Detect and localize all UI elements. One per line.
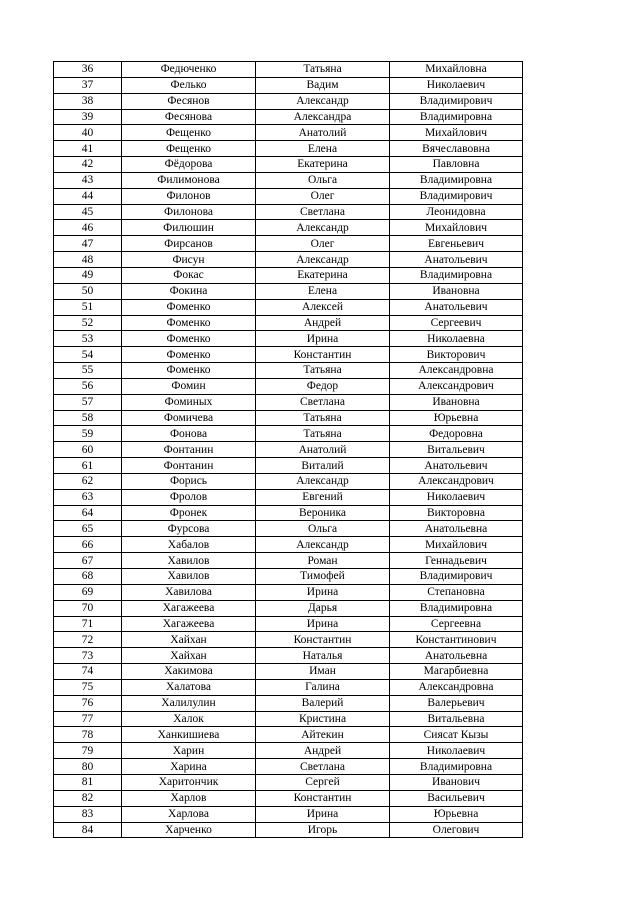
row-number-cell: 78 xyxy=(54,727,122,743)
row-number-cell: 64 xyxy=(54,505,122,521)
last-name-cell: Фоменко xyxy=(122,315,256,331)
last-name-cell: Фронек xyxy=(122,505,256,521)
patronymic-cell: Ивановна xyxy=(390,283,523,299)
patronymic-cell: Михайлович xyxy=(390,220,523,236)
first-name-cell: Ирина xyxy=(256,806,390,822)
row-number-cell: 52 xyxy=(54,315,122,331)
first-name-cell: Сергей xyxy=(256,774,390,790)
table-row xyxy=(54,790,523,806)
last-name-cell: Фисун xyxy=(122,252,256,268)
patronymic-cell: Васильевич xyxy=(390,790,523,806)
first-name-cell: Ирина xyxy=(256,584,390,600)
first-name-cell: Татьяна xyxy=(256,410,390,426)
table-row xyxy=(54,774,523,790)
patronymic-cell: Магарбиевна xyxy=(390,664,523,680)
last-name-cell: Харитончик xyxy=(122,774,256,790)
last-name-cell: Фомичева xyxy=(122,410,256,426)
row-number-cell: 56 xyxy=(54,378,122,394)
last-name-cell: Фонтанин xyxy=(122,442,256,458)
table-row xyxy=(54,188,523,204)
first-name-cell: Светлана xyxy=(256,204,390,220)
first-name-cell: Константин xyxy=(256,632,390,648)
table-row xyxy=(54,109,523,125)
patronymic-cell: Степановна xyxy=(390,584,523,600)
table-row xyxy=(54,363,523,379)
first-name-cell: Ирина xyxy=(256,616,390,632)
patronymic-cell: Александрович xyxy=(390,378,523,394)
table-row xyxy=(54,93,523,109)
patronymic-cell: Леонидовна xyxy=(390,204,523,220)
first-name-cell: Александр xyxy=(256,473,390,489)
patronymic-cell: Геннадьевич xyxy=(390,553,523,569)
last-name-cell: Фоминых xyxy=(122,394,256,410)
patronymic-cell: Владимировна xyxy=(390,759,523,775)
patronymic-cell: Михайлович xyxy=(390,537,523,553)
first-name-cell: Анатолий xyxy=(256,442,390,458)
last-name-cell: Харина xyxy=(122,759,256,775)
patronymic-cell: Александрович xyxy=(390,473,523,489)
last-name-cell: Хагажеева xyxy=(122,616,256,632)
row-number-cell: 67 xyxy=(54,553,122,569)
patronymic-cell: Викторовна xyxy=(390,505,523,521)
patronymic-cell: Владимировна xyxy=(390,109,523,125)
patronymic-cell: Витальевна xyxy=(390,711,523,727)
first-name-cell: Александр xyxy=(256,93,390,109)
patronymic-cell: Николаевич xyxy=(390,77,523,93)
last-name-cell: Харлов xyxy=(122,790,256,806)
first-name-cell: Екатерина xyxy=(256,157,390,173)
row-number-cell: 59 xyxy=(54,426,122,442)
table-row xyxy=(54,711,523,727)
table-row xyxy=(54,679,523,695)
table-row xyxy=(54,664,523,680)
last-name-cell: Хайхан xyxy=(122,648,256,664)
table-row xyxy=(54,394,523,410)
table-row xyxy=(54,442,523,458)
names-table-body xyxy=(54,62,523,838)
first-name-cell: Екатерина xyxy=(256,267,390,283)
patronymic-cell: Юрьевна xyxy=(390,806,523,822)
patronymic-cell: Павловна xyxy=(390,157,523,173)
first-name-cell: Ольга xyxy=(256,172,390,188)
table-row xyxy=(54,584,523,600)
first-name-cell: Роман xyxy=(256,553,390,569)
first-name-cell: Олег xyxy=(256,236,390,252)
table-row xyxy=(54,806,523,822)
last-name-cell: Филонова xyxy=(122,204,256,220)
row-number-cell: 84 xyxy=(54,822,122,838)
last-name-cell: Фоменко xyxy=(122,331,256,347)
patronymic-cell: Вячеславовна xyxy=(390,141,523,157)
table-row xyxy=(54,283,523,299)
last-name-cell: Хавилов xyxy=(122,569,256,585)
patronymic-cell: Ивановна xyxy=(390,394,523,410)
patronymic-cell: Владимирович xyxy=(390,93,523,109)
table-row xyxy=(54,489,523,505)
last-name-cell: Халилулин xyxy=(122,695,256,711)
table-row xyxy=(54,315,523,331)
last-name-cell: Харин xyxy=(122,743,256,759)
row-number-cell: 37 xyxy=(54,77,122,93)
first-name-cell: Игорь xyxy=(256,822,390,838)
row-number-cell: 60 xyxy=(54,442,122,458)
last-name-cell: Фокина xyxy=(122,283,256,299)
patronymic-cell: Анатольевич xyxy=(390,299,523,315)
patronymic-cell: Владимировна xyxy=(390,172,523,188)
row-number-cell: 70 xyxy=(54,600,122,616)
row-number-cell: 61 xyxy=(54,458,122,474)
row-number-cell: 62 xyxy=(54,473,122,489)
last-name-cell: Филонов xyxy=(122,188,256,204)
patronymic-cell: Михайловна xyxy=(390,62,523,78)
row-number-cell: 48 xyxy=(54,252,122,268)
first-name-cell: Татьяна xyxy=(256,426,390,442)
patronymic-cell: Владимирович xyxy=(390,569,523,585)
row-number-cell: 77 xyxy=(54,711,122,727)
row-number-cell: 55 xyxy=(54,363,122,379)
first-name-cell: Олег xyxy=(256,188,390,204)
last-name-cell: Фесянов xyxy=(122,93,256,109)
last-name-cell: Фурсова xyxy=(122,521,256,537)
first-name-cell: Александра xyxy=(256,109,390,125)
row-number-cell: 57 xyxy=(54,394,122,410)
patronymic-cell: Анатольевна xyxy=(390,521,523,537)
last-name-cell: Федюченко xyxy=(122,62,256,78)
last-name-cell: Фонова xyxy=(122,426,256,442)
table-row xyxy=(54,553,523,569)
last-name-cell: Фелько xyxy=(122,77,256,93)
row-number-cell: 45 xyxy=(54,204,122,220)
row-number-cell: 58 xyxy=(54,410,122,426)
last-name-cell: Фонтанин xyxy=(122,458,256,474)
patronymic-cell: Анатольевич xyxy=(390,458,523,474)
table-row xyxy=(54,299,523,315)
patronymic-cell: Валерьевич xyxy=(390,695,523,711)
last-name-cell: Хавилов xyxy=(122,553,256,569)
first-name-cell: Ирина xyxy=(256,331,390,347)
table-row xyxy=(54,267,523,283)
row-number-cell: 63 xyxy=(54,489,122,505)
last-name-cell: Хагажеева xyxy=(122,600,256,616)
table-row xyxy=(54,569,523,585)
row-number-cell: 79 xyxy=(54,743,122,759)
first-name-cell: Дарья xyxy=(256,600,390,616)
table-row xyxy=(54,473,523,489)
row-number-cell: 53 xyxy=(54,331,122,347)
first-name-cell: Андрей xyxy=(256,743,390,759)
last-name-cell: Форись xyxy=(122,473,256,489)
last-name-cell: Хавилова xyxy=(122,584,256,600)
first-name-cell: Светлана xyxy=(256,394,390,410)
first-name-cell: Виталий xyxy=(256,458,390,474)
first-name-cell: Тимофей xyxy=(256,569,390,585)
first-name-cell: Евгений xyxy=(256,489,390,505)
patronymic-cell: Владимировна xyxy=(390,600,523,616)
table-row xyxy=(54,458,523,474)
patronymic-cell: Анатольевна xyxy=(390,648,523,664)
table-row xyxy=(54,426,523,442)
last-name-cell: Харлова xyxy=(122,806,256,822)
last-name-cell: Фесянова xyxy=(122,109,256,125)
table-row xyxy=(54,62,523,78)
table-row xyxy=(54,77,523,93)
patronymic-cell: Олегович xyxy=(390,822,523,838)
last-name-cell: Халок xyxy=(122,711,256,727)
table-row xyxy=(54,378,523,394)
last-name-cell: Фокас xyxy=(122,267,256,283)
first-name-cell: Елена xyxy=(256,141,390,157)
last-name-cell: Фёдорова xyxy=(122,157,256,173)
last-name-cell: Филимонова xyxy=(122,172,256,188)
table-row xyxy=(54,331,523,347)
last-name-cell: Фоменко xyxy=(122,299,256,315)
first-name-cell: Александр xyxy=(256,220,390,236)
row-number-cell: 69 xyxy=(54,584,122,600)
row-number-cell: 81 xyxy=(54,774,122,790)
table-row xyxy=(54,141,523,157)
row-number-cell: 42 xyxy=(54,157,122,173)
table-row xyxy=(54,204,523,220)
row-number-cell: 72 xyxy=(54,632,122,648)
row-number-cell: 74 xyxy=(54,664,122,680)
row-number-cell: 38 xyxy=(54,93,122,109)
table-row xyxy=(54,695,523,711)
row-number-cell: 43 xyxy=(54,172,122,188)
row-number-cell: 41 xyxy=(54,141,122,157)
last-name-cell: Хакимова xyxy=(122,664,256,680)
row-number-cell: 39 xyxy=(54,109,122,125)
table-row xyxy=(54,157,523,173)
last-name-cell: Харченко xyxy=(122,822,256,838)
row-number-cell: 80 xyxy=(54,759,122,775)
first-name-cell: Вадим xyxy=(256,77,390,93)
table-row xyxy=(54,521,523,537)
first-name-cell: Александр xyxy=(256,537,390,553)
patronymic-cell: Николаевич xyxy=(390,743,523,759)
row-number-cell: 44 xyxy=(54,188,122,204)
row-number-cell: 51 xyxy=(54,299,122,315)
first-name-cell: Константин xyxy=(256,347,390,363)
first-name-cell: Вероника xyxy=(256,505,390,521)
first-name-cell: Федор xyxy=(256,378,390,394)
first-name-cell: Светлана xyxy=(256,759,390,775)
first-name-cell: Наталья xyxy=(256,648,390,664)
names-table xyxy=(53,61,523,838)
row-number-cell: 73 xyxy=(54,648,122,664)
first-name-cell: Галина xyxy=(256,679,390,695)
row-number-cell: 36 xyxy=(54,62,122,78)
row-number-cell: 68 xyxy=(54,569,122,585)
row-number-cell: 83 xyxy=(54,806,122,822)
table-row xyxy=(54,252,523,268)
table-row xyxy=(54,537,523,553)
table-row xyxy=(54,125,523,141)
first-name-cell: Александр xyxy=(256,252,390,268)
patronymic-cell: Александровна xyxy=(390,679,523,695)
last-name-cell: Фролов xyxy=(122,489,256,505)
last-name-cell: Фомин xyxy=(122,378,256,394)
last-name-cell: Фоменко xyxy=(122,347,256,363)
first-name-cell: Ольга xyxy=(256,521,390,537)
last-name-cell: Фещенко xyxy=(122,125,256,141)
row-number-cell: 49 xyxy=(54,267,122,283)
table-row xyxy=(54,220,523,236)
row-number-cell: 82 xyxy=(54,790,122,806)
row-number-cell: 40 xyxy=(54,125,122,141)
row-number-cell: 76 xyxy=(54,695,122,711)
table-row xyxy=(54,505,523,521)
patronymic-cell: Евгеньевич xyxy=(390,236,523,252)
patronymic-cell: Константинович xyxy=(390,632,523,648)
last-name-cell: Филюшин xyxy=(122,220,256,236)
table-row xyxy=(54,236,523,252)
first-name-cell: Кристина xyxy=(256,711,390,727)
patronymic-cell: Иванович xyxy=(390,774,523,790)
row-number-cell: 46 xyxy=(54,220,122,236)
first-name-cell: Татьяна xyxy=(256,62,390,78)
first-name-cell: Анатолий xyxy=(256,125,390,141)
patronymic-cell: Владимирович xyxy=(390,188,523,204)
patronymic-cell: Викторович xyxy=(390,347,523,363)
table-row xyxy=(54,727,523,743)
table-row xyxy=(54,600,523,616)
last-name-cell: Фоменко xyxy=(122,363,256,379)
row-number-cell: 47 xyxy=(54,236,122,252)
last-name-cell: Фещенко xyxy=(122,141,256,157)
table-row xyxy=(54,632,523,648)
first-name-cell: Айтекин xyxy=(256,727,390,743)
patronymic-cell: Михайлович xyxy=(390,125,523,141)
table-row xyxy=(54,347,523,363)
patronymic-cell: Александровна xyxy=(390,363,523,379)
patronymic-cell: Сергеевич xyxy=(390,315,523,331)
row-number-cell: 75 xyxy=(54,679,122,695)
patronymic-cell: Витальевич xyxy=(390,442,523,458)
first-name-cell: Константин xyxy=(256,790,390,806)
first-name-cell: Елена xyxy=(256,283,390,299)
patronymic-cell: Анатольевич xyxy=(390,252,523,268)
patronymic-cell: Сергеевна xyxy=(390,616,523,632)
table-row xyxy=(54,759,523,775)
row-number-cell: 54 xyxy=(54,347,122,363)
first-name-cell: Алексей xyxy=(256,299,390,315)
table-row xyxy=(54,648,523,664)
first-name-cell: Татьяна xyxy=(256,363,390,379)
row-number-cell: 50 xyxy=(54,283,122,299)
first-name-cell: Иман xyxy=(256,664,390,680)
patronymic-cell: Сиясат Кызы xyxy=(390,727,523,743)
table-row xyxy=(54,410,523,426)
first-name-cell: Валерий xyxy=(256,695,390,711)
table-row xyxy=(54,616,523,632)
table-row xyxy=(54,822,523,838)
row-number-cell: 71 xyxy=(54,616,122,632)
patronymic-cell: Владимировна xyxy=(390,267,523,283)
row-number-cell: 66 xyxy=(54,537,122,553)
patronymic-cell: Юрьевна xyxy=(390,410,523,426)
table-row xyxy=(54,172,523,188)
row-number-cell: 65 xyxy=(54,521,122,537)
last-name-cell: Хайхан xyxy=(122,632,256,648)
last-name-cell: Ханкишиева xyxy=(122,727,256,743)
patronymic-cell: Николаевна xyxy=(390,331,523,347)
last-name-cell: Хабалов xyxy=(122,537,256,553)
last-name-cell: Халатова xyxy=(122,679,256,695)
first-name-cell: Андрей xyxy=(256,315,390,331)
patronymic-cell: Федоровна xyxy=(390,426,523,442)
patronymic-cell: Николаевич xyxy=(390,489,523,505)
last-name-cell: Фирсанов xyxy=(122,236,256,252)
table-row xyxy=(54,743,523,759)
